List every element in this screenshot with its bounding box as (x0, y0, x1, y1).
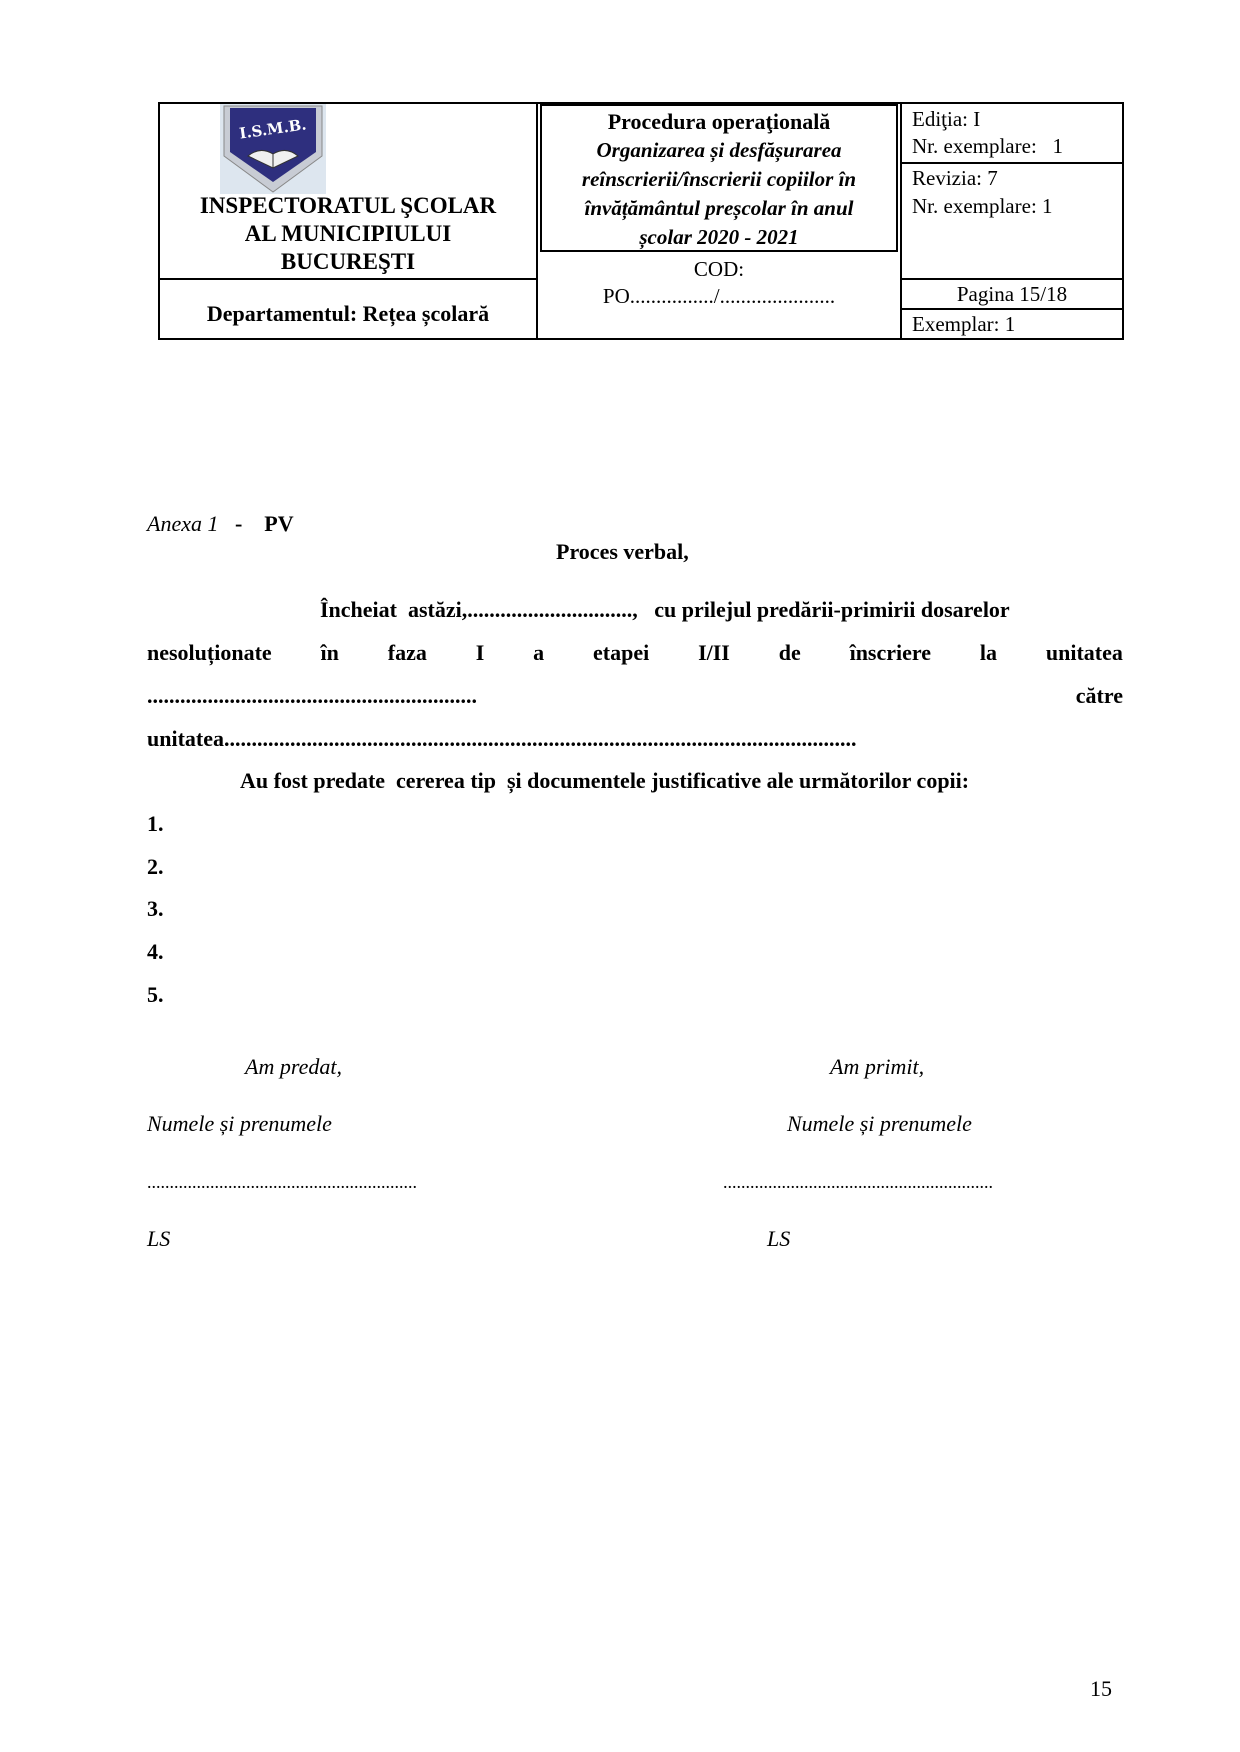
revision-cell (902, 104, 1122, 338)
word: către (1075, 683, 1123, 708)
paragraph-line-4: unitatea................................................................................................................... (147, 726, 857, 751)
word: în (320, 640, 339, 665)
signature-heading: Am predat, (245, 1054, 342, 1079)
cod-value: PO................/...................... (602, 284, 836, 308)
annex-code: PV (264, 511, 294, 536)
ls-label: LS (767, 1226, 791, 1251)
signature-heading: Am primit, (830, 1054, 925, 1079)
nr-exemplare-2: Nr. exemplare: 1 (912, 194, 1053, 218)
institution-name (160, 192, 536, 276)
institution-line: BUCUREŞTI (280, 249, 416, 274)
name-label: Numele și prenumele (787, 1111, 972, 1136)
word: a (533, 640, 545, 665)
signature-dots: ............................................................ (723, 1172, 993, 1192)
paragraph-line-1: Încheiat astăzi,.............................., cu prilejul predării-primirii dosarelor (320, 597, 1010, 622)
word: la (979, 640, 998, 665)
name-label: Numele și prenumele (147, 1111, 332, 1136)
institution-line: AL MUNICIPIULUI (244, 221, 452, 246)
word: faza (387, 640, 427, 665)
procedure-code (538, 256, 900, 310)
paragraph-line-2 (147, 639, 1123, 667)
word: de (778, 640, 801, 665)
nr-exemplare-1: Nr. exemplare: 1 (912, 134, 1064, 158)
department-label: Departamentul: Rețea școlară (206, 301, 490, 326)
annex-dash: - (234, 511, 243, 536)
procedure-subtitle-line: școlar 2020 - 2021 (639, 225, 799, 249)
revizia-label: Revizia: 7 (912, 166, 998, 190)
procedure-subtitle-line: Organizarea și desfășurarea (596, 138, 842, 162)
word: nesoluționate (147, 640, 272, 665)
word: unitatea (1045, 640, 1123, 665)
word: înscriere (849, 640, 932, 665)
procedure-box (540, 104, 898, 252)
procedure-subtitle-line: reînscrierii/înscrierii copiilor în (581, 167, 857, 191)
institution-line: INSPECTORATUL ŞCOLAR (199, 193, 497, 218)
list-intro: Au fost predate cererea tip și documentele justificative ale următorilor copii: (240, 768, 970, 793)
list-item: 4. (147, 939, 164, 964)
procedure-title: Procedura operaţională (607, 109, 831, 134)
word: etapei (593, 640, 650, 665)
annex-label (147, 510, 294, 538)
word: I/II (698, 640, 730, 665)
institution-cell (160, 104, 536, 338)
cod-label: COD: (693, 257, 745, 281)
page-of-total: Pagina 15/18 (956, 282, 1068, 306)
shield-logo-icon (220, 104, 326, 194)
exemplar-label: Exemplar: 1 (912, 312, 1016, 336)
unit-placeholder-dots: ............................................................ (147, 683, 477, 708)
paragraph-line-3 (147, 682, 1123, 710)
signature-dots: ............................................................ (147, 1172, 417, 1192)
svg-text:I.S.M.B.: I.S.M.B. (238, 115, 308, 143)
list-item: 5. (147, 982, 164, 1007)
procedure-cell (538, 104, 900, 338)
document-title: Proces verbal, (556, 539, 689, 564)
list-item: 1. (147, 811, 164, 836)
page-number: 15 (1090, 1676, 1112, 1701)
word: I (475, 640, 485, 665)
procedure-subtitle-line: învățământul preșcolar în anul (584, 196, 854, 220)
list-item: 3. (147, 896, 164, 921)
ismb-logo (220, 104, 326, 194)
annex-number: Anexa 1 (147, 511, 219, 536)
ls-label: LS (147, 1226, 171, 1251)
list-item: 2. (147, 854, 164, 879)
editia-label: Ediţia: I (912, 107, 981, 131)
header-table (158, 102, 1124, 340)
